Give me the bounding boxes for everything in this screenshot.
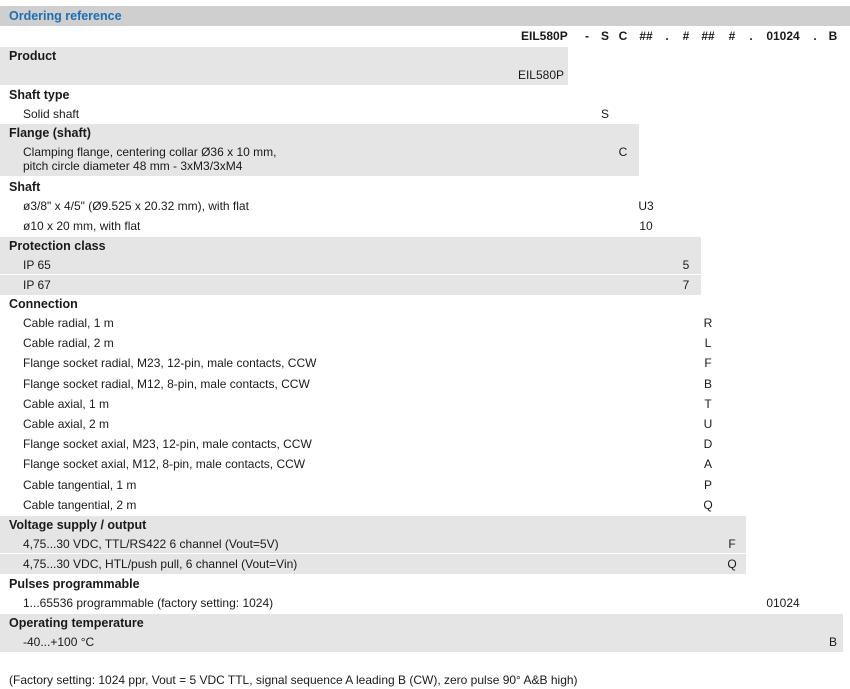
code-position-10: 01024 bbox=[766, 29, 800, 43]
row-divider bbox=[0, 433, 724, 434]
option-label: 1...65536 programmable (factory setting: 1024) bbox=[23, 596, 274, 610]
option-label: Cable radial, 1 m bbox=[23, 316, 114, 330]
option-code: A bbox=[703, 457, 712, 472]
option-code: F bbox=[728, 537, 736, 551]
section-heading: Connection bbox=[9, 297, 78, 311]
section-background bbox=[0, 86, 618, 124]
option-label: Cable axial, 1 m bbox=[23, 396, 110, 411]
option-label: ø10 x 20 mm, with flat bbox=[23, 219, 141, 234]
row-divider bbox=[0, 494, 724, 495]
row-divider bbox=[0, 393, 724, 394]
section-heading: Pulses programmable bbox=[9, 577, 140, 591]
option-code: 7 bbox=[682, 278, 690, 293]
code-position-5: . bbox=[665, 29, 669, 43]
factory-setting-note: (Factory setting: 1024 ppr, Vout = 5 VDC TTL, signal sequence A leading B (CW), zero pulse 90° A&B high) bbox=[9, 673, 578, 687]
option-label: Flange socket radial, M23, 12-pin, male contacts, CCW bbox=[23, 356, 317, 371]
option-label: Flange socket axial, M23, 12-pin, male contacts, CCW bbox=[23, 437, 312, 452]
option-code: T bbox=[704, 396, 712, 411]
option-label: 4,75...30 VDC, TTL/RS422 6 channel (Vout=5V) bbox=[23, 537, 279, 551]
table-title: Ordering reference bbox=[9, 9, 122, 23]
option-code: B bbox=[703, 376, 712, 391]
option-code: EIL580P bbox=[517, 68, 565, 82]
option-code: B bbox=[828, 635, 837, 649]
row-divider bbox=[0, 274, 701, 275]
code-position-11: . bbox=[813, 29, 817, 43]
option-label: IP 65 bbox=[23, 258, 51, 272]
section-heading: Shaft type bbox=[9, 88, 70, 102]
option-code: D bbox=[703, 437, 713, 452]
option-code: R bbox=[703, 316, 713, 330]
section-heading: Voltage supply / output bbox=[9, 518, 147, 532]
code-position-6: # bbox=[682, 29, 690, 43]
option-code: 01024 bbox=[766, 596, 800, 610]
option-code: 10 bbox=[639, 219, 653, 234]
option-label: 4,75...30 VDC, HTL/push pull, 6 channel (Vout=Vin) bbox=[23, 557, 298, 572]
row-divider bbox=[0, 373, 724, 374]
option-label: Flange socket radial, M12, 8-pin, male contacts, CCW bbox=[23, 376, 310, 391]
row-divider bbox=[0, 413, 724, 414]
option-label: -40...+100 °C bbox=[23, 635, 95, 649]
option-code: F bbox=[704, 356, 712, 371]
option-label: Flange socket axial, M12, 8-pin, male contacts, CCW bbox=[23, 457, 306, 472]
option-label: IP 67 bbox=[23, 278, 51, 293]
code-position-7: ## bbox=[701, 29, 715, 43]
code-position-2: S bbox=[600, 29, 609, 43]
code-position-4: ## bbox=[639, 29, 653, 43]
option-label: Cable axial, 2 m bbox=[23, 417, 110, 431]
title-band bbox=[0, 6, 850, 26]
row-divider bbox=[0, 215, 661, 216]
row-divider bbox=[0, 553, 746, 554]
section-background bbox=[0, 47, 568, 85]
option-label: Solid shaft bbox=[23, 107, 80, 121]
option-code: S bbox=[600, 107, 609, 121]
option-label: Cable tangential, 1 m bbox=[23, 477, 137, 492]
option-code: U bbox=[703, 417, 713, 431]
option-label: Clamping flange, centering collar Ø36 x 10 mm, pitch circle diameter 48 mm - 3xM3/3xM4 bbox=[23, 145, 277, 173]
row-divider bbox=[0, 332, 724, 333]
option-code: P bbox=[703, 477, 712, 492]
row-divider bbox=[0, 453, 724, 454]
section-heading: Protection class bbox=[9, 239, 106, 253]
option-code: C bbox=[618, 145, 628, 159]
row-divider bbox=[0, 352, 724, 353]
option-label: Cable radial, 2 m bbox=[23, 336, 114, 351]
code-position-9: . bbox=[749, 29, 753, 43]
row-divider bbox=[0, 474, 724, 475]
option-code: Q bbox=[727, 557, 737, 572]
option-code: U3 bbox=[638, 199, 654, 213]
code-position-0: EIL580P bbox=[521, 29, 568, 43]
option-code: 5 bbox=[682, 258, 690, 272]
code-position-1: - bbox=[585, 29, 589, 43]
option-code: L bbox=[704, 336, 712, 351]
section-heading: Flange (shaft) bbox=[9, 126, 91, 140]
section-heading: Shaft bbox=[9, 180, 41, 194]
code-position-8: # bbox=[728, 29, 736, 43]
option-label: Cable tangential, 2 m bbox=[23, 497, 137, 512]
option-label: ø3/8" x 4/5" (Ø9.525 x 20.32 mm), with flat bbox=[23, 199, 249, 213]
section-heading: Product bbox=[9, 49, 57, 63]
option-code: Q bbox=[703, 497, 713, 512]
code-position-12: B bbox=[828, 29, 838, 43]
code-position-3: C bbox=[618, 29, 628, 43]
section-heading: Operating temperature bbox=[9, 616, 144, 630]
